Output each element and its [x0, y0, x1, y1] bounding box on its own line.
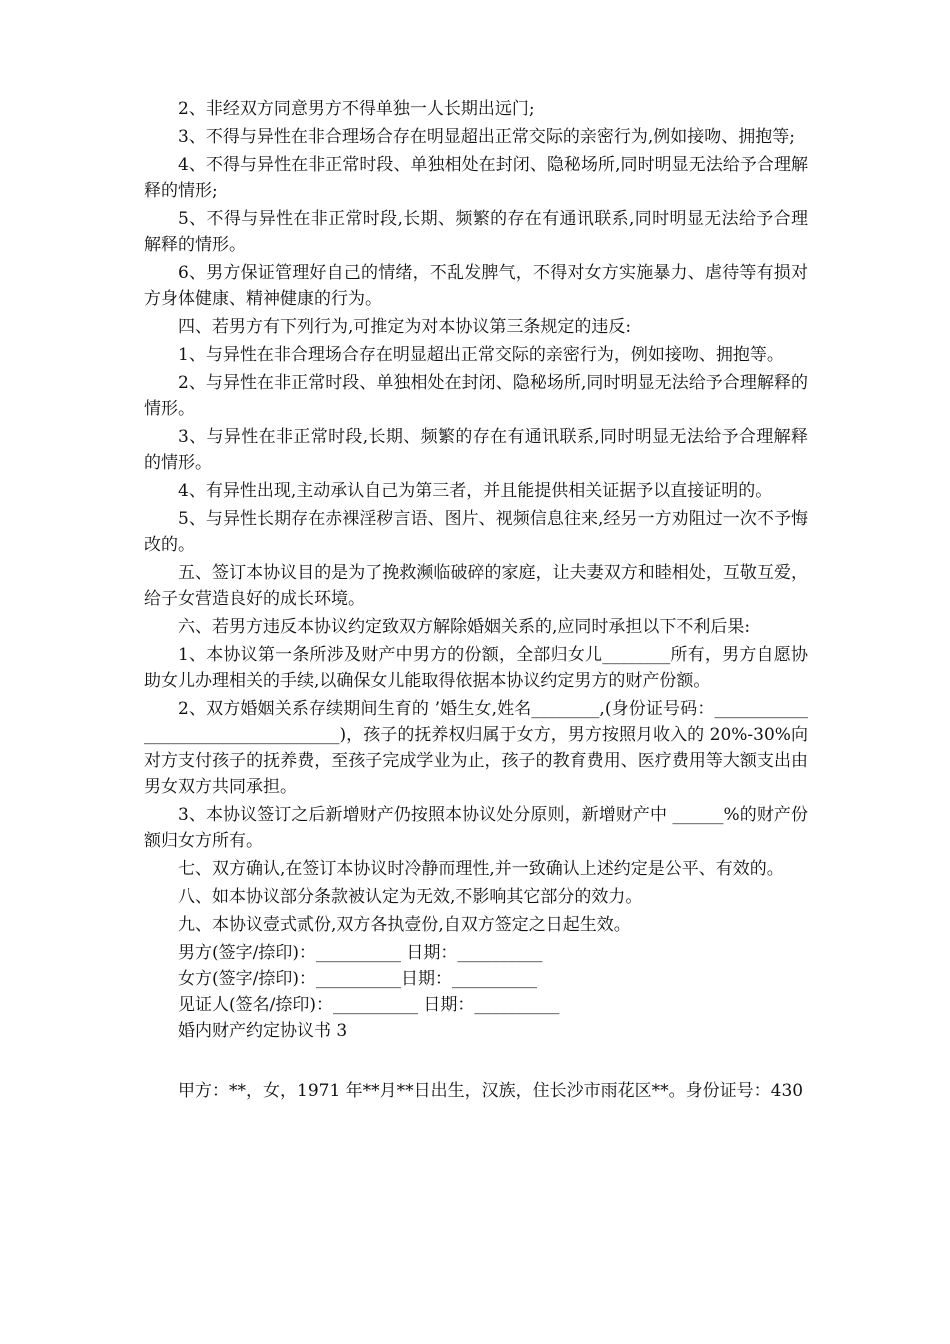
signature-line-wife: 女方(签字/捺印)：__________日期：__________ — [178, 969, 537, 989]
section-heading-6: 六、若男方违反本协议约定致双方解除婚姻关系的,应同时承担以下不利后果: — [178, 617, 751, 637]
section-heading-8: 八、如本协议部分条款被认定为无效,不影响其它部分的效力。 — [178, 887, 643, 907]
section-heading-5: 五、签订本协议目的是为了挽救濒临破碎的家庭，让夫妻双方和睦相处，互敬互爱，给子女营造良好的成长环境。 — [144, 563, 808, 609]
paragraph: 3、不得与异性在非合理场合存在明显超出正常交际的亲密行为,例如接吻、拥抱等; — [178, 127, 795, 147]
paragraph: 3、与异性在非正常时段,长期、频繁的存在有通讯联系,同时明显无法给予合理解释的情形。 — [144, 427, 808, 473]
paragraph: 6、男方保证管理好自己的情绪，不乱发脾气，不得对女方实施暴力、虐待等有损对方身体健康、精神健康的行为。 — [144, 263, 808, 309]
paragraph: 2、非经双方同意男方不得单独一人长期出远门; — [178, 99, 535, 119]
paragraph: 5、与异性长期存在赤裸淫秽言语、图片、视频信息往来,经另一方劝阻过一次不予悔改的。 — [144, 509, 808, 555]
document-page — [144, 96, 808, 1106]
paragraph: 2、与异性在非正常时段、单独相处在封闭、隐秘场所,同时明显无法给予合理解释的情形。 — [144, 373, 808, 419]
spacer — [144, 1044, 808, 1078]
section-title: 婚内财产约定协议书 3 — [178, 1021, 348, 1041]
paragraph: 1、与异性在非合理场合存在明显超出正常交际的亲密行为，例如接吻、拥抱等。 — [178, 345, 784, 365]
paragraph: 1、本协议第一条所涉及财产中男方的份额，全部归女儿________所有，男方自愿协助女儿办理相关的手续,以确保女儿能取得依据本协议约定男方的财产份额。 — [144, 645, 808, 691]
paragraph: 2、双方婚姻关系存续期间生育的 ’婚生女,姓名________,(身份证号码：__________________________________)，孩子的抚养权归属于女方，男方按照月收入的 20%-30%向对方支付孩子的抚养费，至孩子完成学业为止，孩子的教育费用、医疗费用等大额支出由男女双方共同承担。 — [144, 699, 808, 797]
section-heading-4: 四、若男方有下列行为,可推定为对本协议第三条规定的违反: — [178, 317, 632, 337]
paragraph: 4、不得与异性在非正常时段、单独相处在封闭、隐秘场所,同时明显无法给予合理解释的情形; — [144, 155, 808, 201]
paragraph: 3、本协议签订之后新增财产仍按照本协议处分原则，新增财产中 ______%的财产份额归女方所有。 — [144, 805, 808, 851]
party-a-info: 甲方：**，女，1971 年**月**日出生，汉族，住长沙市雨花区**。身份证号：430 — [178, 1081, 804, 1101]
signature-line-husband: 男方(签字/捺印)：__________ 日期：__________ — [178, 943, 543, 963]
paragraph: 4、有异性出现,主动承认自己为第三者，并且能提供相关证据予以直接证明的。 — [178, 481, 773, 501]
paragraph: 5、不得与异性在非正常时段,长期、频繁的存在有通讯联系,同时明显无法给予合理解释的情形。 — [144, 209, 808, 255]
section-heading-7: 七、双方确认,在签订本协议时冷静而理性,并一致确认上述约定是公平、有效的。 — [178, 859, 784, 879]
section-heading-9: 九、本协议壹式贰份,双方各执壹份,自双方签定之日起生效。 — [178, 915, 631, 935]
signature-line-witness: 见证人(签名/捺印)：__________ 日期：__________ — [178, 995, 560, 1015]
